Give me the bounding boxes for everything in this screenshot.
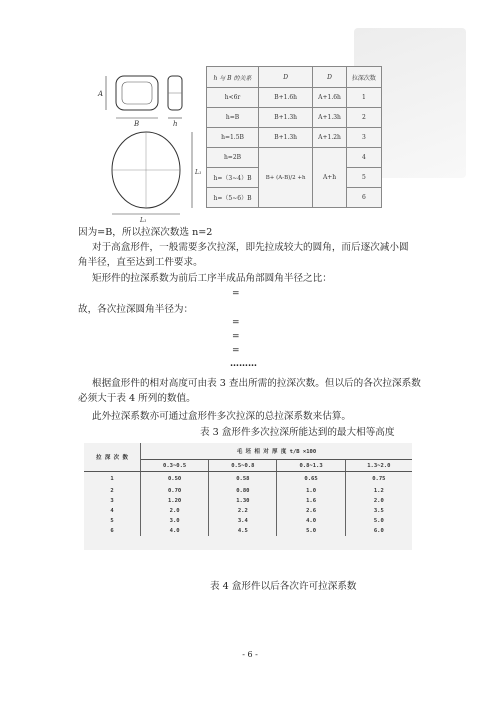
label-L1-right: L₁ xyxy=(195,169,202,176)
text-line: 此外拉深系数亦可通过盒形件多次拉深的总拉深系数来估算。 xyxy=(92,411,352,422)
text-line: 根据盒形件的相对高度可由表 3 查出所需的拉深次数。但以后的各次拉深系数 xyxy=(92,378,421,389)
table-row: h=B B+1.3h A+1.3h 2 xyxy=(207,108,382,128)
label-h: h xyxy=(173,120,178,128)
text-line: 故，各次拉深圆角半径为： xyxy=(78,304,194,315)
table-row: 4 2.0 2.2 2.6 3.5 xyxy=(84,506,412,516)
table-row: h=（3~4）B 5 xyxy=(207,168,382,188)
text-line: 因为=B，所以拉深次数选 n=2 xyxy=(78,227,213,238)
drawing-count-table xyxy=(206,66,382,208)
table-row: 6 4.0 4.5 5.0 6.0 xyxy=(84,526,412,536)
table-row: h=（5~6）B 6 xyxy=(207,188,382,208)
equation: = xyxy=(232,289,240,299)
header-count: 拉深次数 xyxy=(346,67,381,88)
table-row: 3 1.20 1.30 1.6 2.0 xyxy=(84,496,412,506)
box-shape-figure xyxy=(94,62,208,222)
table4-caption: 表 4 盒形件以后各次许可拉深系数 xyxy=(210,581,357,592)
text-line: 矩形件的拉深系数为前后工序半成品角部圆角半径之比： xyxy=(92,273,332,284)
table-row: 1 0.50 0.58 0.65 0.75 xyxy=(84,472,412,487)
equation: = xyxy=(232,318,240,328)
text-line: 必须大于表 4 所列的数值。 xyxy=(78,393,196,404)
label-B: B xyxy=(134,120,140,128)
table3-grid: 拉 深 次 数 毛 坯 相 对 厚 度 t/B ×100 0.3~0.5 0.5~0.8 0.8~1.3 1.3~2.0 1 0.50 0.58 0.65 0.75 2 0.70 0.80 1.0 1.2 3 1.20 1.30 1.6 2.0 4 2.0 2.2 2.6 3.5 5 3.0 3.4 4.0 5.0 6 4.0 4.5 5.0 6.0 xyxy=(84,443,412,536)
header-d1: D xyxy=(259,67,313,88)
merged-d2: A+h xyxy=(313,148,347,208)
table-row: h<6r B+1.6h A+1.6h 1 xyxy=(207,88,382,108)
header-relation: h 与 B 的关系 xyxy=(207,67,259,88)
label-L1-bottom: L₁ xyxy=(140,217,147,222)
table-row: 5 3.0 3.4 4.0 5.0 xyxy=(84,516,412,526)
group-header: 毛 坯 相 对 厚 度 t/B ×100 xyxy=(141,443,413,460)
table-row: h=1.5B B+1.3h A+1.2h 3 xyxy=(207,128,382,148)
table-row: h=2B B+ (A-B)/2 +h A+h 4 xyxy=(207,148,382,168)
equation: = xyxy=(232,346,240,356)
ellipsis: ……… xyxy=(230,359,257,369)
text-line: 角半径，直至达到工件要求。 xyxy=(78,257,203,268)
table3-title: 表 3 盒形件多次拉深所能达到的最大相等高度 xyxy=(200,427,395,438)
header-d2: D xyxy=(313,67,347,88)
equation: = xyxy=(232,332,240,342)
table-row: 2 0.70 0.80 1.0 1.2 xyxy=(84,486,412,496)
label-A: A xyxy=(98,90,104,98)
table3 xyxy=(84,443,412,550)
text-line: 对于高盒形件，一般需要多次拉深，即先拉成较大的圆角，而后逐次减小圆 xyxy=(92,242,409,253)
row-header: 拉 深 次 数 xyxy=(84,443,141,472)
merged-formula: B+ (A-B)/2 +h xyxy=(259,148,313,208)
page-number: - 6 - xyxy=(242,650,258,659)
